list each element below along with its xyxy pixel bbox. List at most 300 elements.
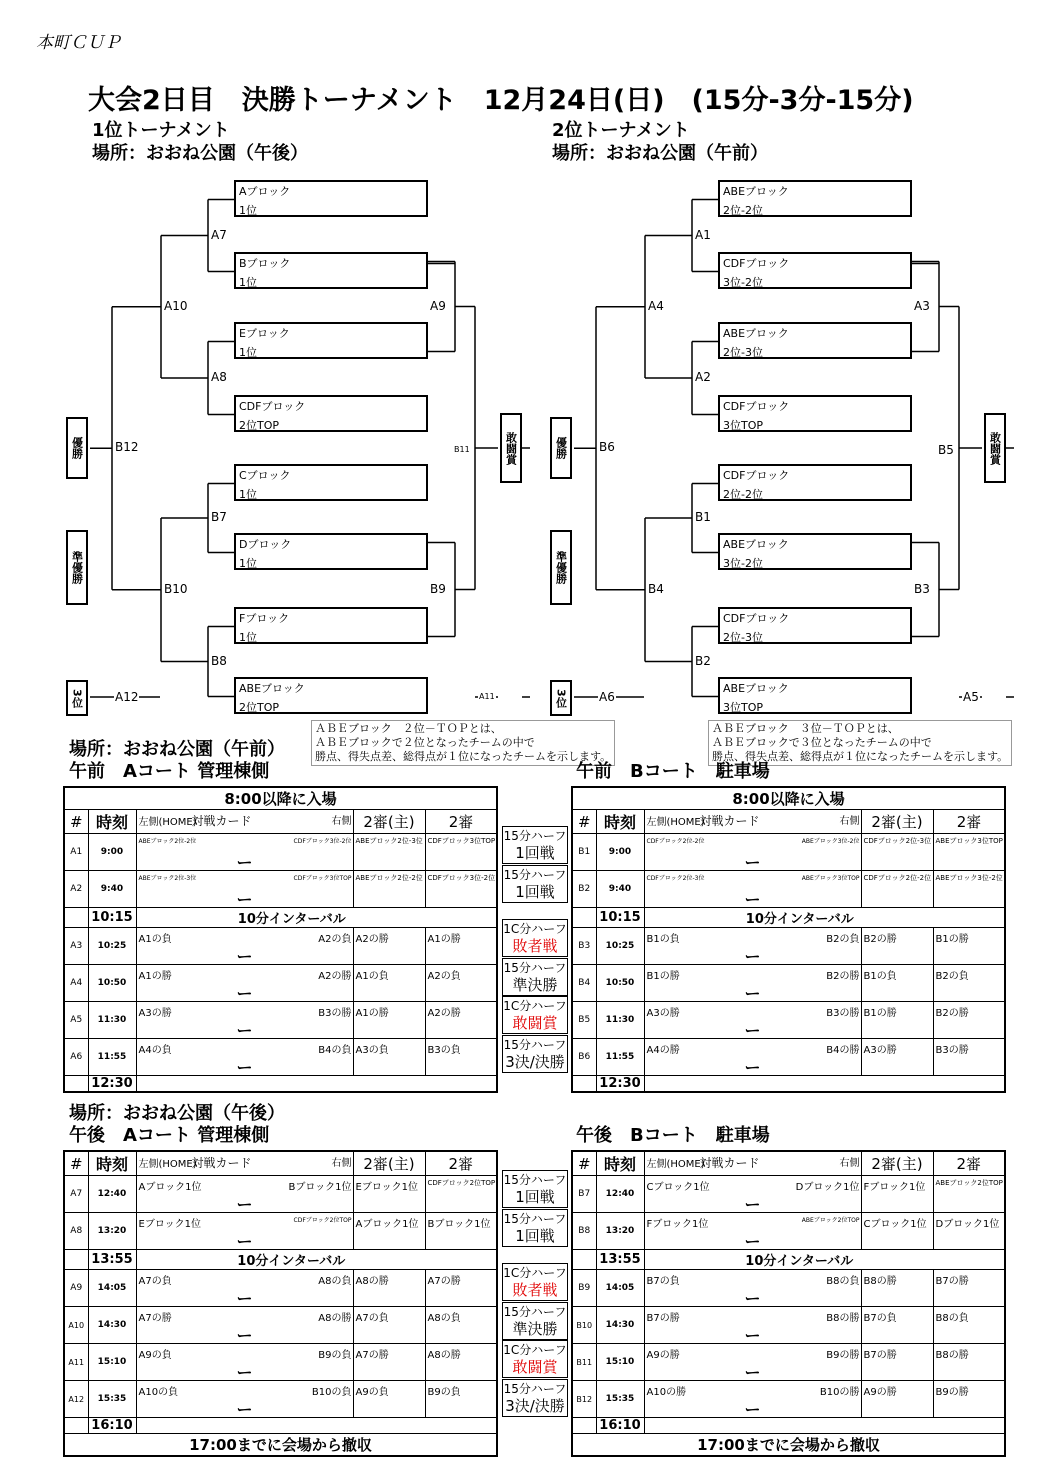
- match-number: B6: [572, 1039, 596, 1076]
- note-line: ＡＢＥブロック ２位－ＴＯＰとは、: [315, 722, 502, 735]
- match-time: 15:35: [596, 1381, 644, 1418]
- header-time: 時刻: [95, 813, 128, 832]
- entry-banner: 8:00以降に入場: [572, 787, 1005, 810]
- header-hash: #: [69, 812, 83, 831]
- format-duration: 15分ハーフ: [503, 867, 567, 882]
- away-team: A8の負: [318, 1276, 352, 1287]
- referee-second: A2の勝: [427, 1008, 461, 1019]
- referee-second: B1の勝: [935, 934, 969, 945]
- header-right: 右側: [331, 1158, 352, 1169]
- match-row: [572, 1176, 1005, 1213]
- referee-main: ABEブロック2位-3位: [355, 837, 423, 845]
- referee-second: CDFブロック2位TOP: [427, 1179, 496, 1187]
- team-slot-block: Bブロック: [239, 257, 291, 270]
- match-number: B8: [572, 1213, 596, 1250]
- team-slot: [718, 252, 912, 289]
- header-hash: #: [577, 812, 591, 831]
- end-time: 12:30: [596, 1076, 644, 1093]
- interval-label: 10分インターバル: [237, 1254, 346, 1269]
- versus-dash: ー: [236, 1326, 253, 1344]
- format-round: 準決勝: [512, 1319, 558, 1338]
- match-row: [64, 1270, 497, 1307]
- referee-second: B8の負: [935, 1313, 969, 1324]
- match-format: [502, 1170, 568, 1208]
- team-slot: [718, 677, 912, 714]
- team-slot-block: ABEブロック: [723, 185, 789, 198]
- format-round: 準決勝: [512, 975, 558, 994]
- referee-main: A7の勝: [355, 1350, 389, 1361]
- referee-second: A2の負: [427, 971, 461, 982]
- interval-time: 10:15: [596, 908, 644, 928]
- team-slot: [718, 464, 912, 501]
- header-time: 時刻: [603, 813, 636, 832]
- match-time: 11:55: [596, 1039, 644, 1076]
- match-node-label: A12: [115, 690, 139, 704]
- versus-dash: ー: [236, 1232, 253, 1250]
- court-am-a-name: 午前 Aコート 管理棟側: [69, 761, 270, 782]
- court-pm-a-name: 午後 Aコート 管理棟側: [69, 1125, 270, 1146]
- match-number: B12: [572, 1381, 596, 1418]
- session-am-place: 場所：おおね公園（午前）: [69, 739, 285, 760]
- team-slot-rank: 3位TOP: [723, 701, 764, 714]
- away-team: B9の勝: [826, 1350, 860, 1361]
- header-home: 左側(HOME): [646, 1159, 705, 1170]
- header-time: 時刻: [603, 1155, 636, 1174]
- team-slot-block: Eブロック: [239, 327, 290, 340]
- referee-second: Bブロック1位: [427, 1219, 491, 1230]
- interval-time: 13:55: [88, 1250, 136, 1270]
- match-format: [502, 958, 568, 996]
- match-node-label: A6: [599, 690, 615, 704]
- team-slot-rank: 1位: [239, 631, 257, 644]
- team-slot-rank: 3位TOP: [723, 419, 764, 432]
- match-number: B5: [572, 1002, 596, 1039]
- match-row: [64, 928, 497, 965]
- team-slot-rank: 1位: [239, 488, 257, 501]
- team-slot-rank: 2位-2位: [723, 488, 763, 501]
- match-row: [64, 1002, 497, 1039]
- match-number: B4: [572, 965, 596, 1002]
- match-number: A9: [64, 1270, 88, 1307]
- match-row: [572, 871, 1005, 908]
- header-ref-main: 2審(主): [871, 1155, 923, 1173]
- match-time: 15:35: [88, 1381, 136, 1418]
- versus-dash: ー: [744, 1195, 761, 1213]
- match-row: [572, 928, 1005, 965]
- header-card: 対戦カード: [191, 1156, 252, 1170]
- award-runner: 準優勝: [550, 530, 572, 605]
- home-team: CDFブロック2位-2位: [646, 838, 705, 845]
- team-slot-block: Dブロック: [239, 538, 292, 551]
- away-team: B10の勝: [819, 1387, 860, 1398]
- match-node-label: B12: [115, 440, 139, 455]
- away-team: B10の負: [311, 1387, 352, 1398]
- match-time: 9:40: [88, 871, 136, 908]
- header-card: 対戦カード: [699, 814, 760, 828]
- format-round: 3決/決勝: [505, 1396, 565, 1415]
- format-duration: 15分ハーフ: [503, 1037, 567, 1052]
- match-format: [502, 919, 568, 957]
- format-duration: 15分ハーフ: [503, 1211, 567, 1226]
- referee-main: CDFブロック2位-2位: [863, 874, 932, 882]
- match-number: B10: [572, 1307, 596, 1344]
- match-row: [572, 1381, 1005, 1418]
- home-team: ABEブロック2位-2位: [138, 838, 197, 845]
- referee-main: A9の勝: [863, 1387, 897, 1398]
- home-team: B1の勝: [646, 971, 680, 982]
- team-slot-rank: 3位-2位: [723, 557, 763, 570]
- award-third: 3位: [550, 680, 572, 716]
- match-time: 14:30: [596, 1307, 644, 1344]
- versus-dash: ー: [744, 1289, 761, 1307]
- away-team: ABEブロック2位TOP: [801, 1217, 860, 1224]
- referee-main: Eブロック1位: [355, 1182, 418, 1193]
- away-team: B9の負: [318, 1350, 352, 1361]
- match-number: A12: [64, 1381, 88, 1418]
- match-number: A8: [64, 1213, 88, 1250]
- versus-dash: ー: [744, 1400, 761, 1418]
- team-slot-rank: 1位: [239, 204, 257, 217]
- referee-main: Aブロック1位: [355, 1219, 419, 1230]
- header-ref-main: 2審(主): [363, 1155, 415, 1173]
- match-node-label: A9: [430, 298, 446, 313]
- referee-main: B2の勝: [863, 934, 897, 945]
- versus-dash: ー: [236, 1363, 253, 1381]
- match-time: 9:00: [88, 834, 136, 871]
- award-win: 優勝: [66, 417, 88, 479]
- referee-second: ABEブロック3位TOP: [935, 837, 1003, 845]
- match-time: 9:00: [596, 834, 644, 871]
- match-time: 13:20: [88, 1213, 136, 1250]
- referee-main: A1の勝: [355, 1008, 389, 1019]
- referee-second: A1の勝: [427, 934, 461, 945]
- referee-second: Dブロック1位: [935, 1219, 1000, 1230]
- match-number: A11: [64, 1344, 88, 1381]
- format-round: 1回戦: [515, 882, 555, 901]
- match-time: 10:50: [596, 965, 644, 1002]
- format-round: 敗者戦: [512, 1281, 558, 1299]
- versus-dash: ー: [744, 853, 761, 871]
- team-slot-rank: 1位: [239, 276, 257, 289]
- schedule-table: [63, 786, 498, 1093]
- entry-banner: 8:00以降に入場: [64, 787, 497, 810]
- referee-main: B1の勝: [863, 1008, 897, 1019]
- format-duration: 15分ハーフ: [503, 1381, 567, 1396]
- match-number: B9: [572, 1270, 596, 1307]
- header-time: 時刻: [95, 1155, 128, 1174]
- match-row: [64, 1344, 497, 1381]
- match-node-label: A2: [695, 370, 711, 384]
- format-duration: 15分ハーフ: [503, 1304, 567, 1319]
- interval-label: 10分インターバル: [237, 912, 346, 927]
- header-ref-second: 2審: [448, 1155, 474, 1173]
- away-team: ABEブロック3位TOP: [801, 875, 860, 882]
- home-team: A10の負: [138, 1387, 179, 1398]
- cup-name: 本町ＣＵＰ: [36, 33, 121, 53]
- header-card: 対戦カード: [699, 1156, 760, 1170]
- match-row: [572, 965, 1005, 1002]
- end-time: 16:10: [88, 1418, 136, 1434]
- team-slot: [718, 607, 912, 644]
- versus-dash: ー: [236, 890, 253, 908]
- award-fight: 敢闘賞: [500, 413, 522, 483]
- match-format: [502, 1263, 568, 1301]
- header-ref-second: 2審: [956, 813, 982, 831]
- match-number: A4: [64, 965, 88, 1002]
- team-slot-rank: 2位TOP: [239, 419, 280, 432]
- match-row: [64, 1307, 497, 1344]
- match-time: 10:50: [88, 965, 136, 1002]
- header-ref-main: 2審(主): [871, 813, 923, 831]
- home-team: A7の負: [138, 1276, 172, 1287]
- team-slot-block: CDFブロック: [723, 469, 790, 482]
- match-node-label: A7: [211, 227, 227, 242]
- match-number: A10: [64, 1307, 88, 1344]
- referee-second: B8の勝: [935, 1350, 969, 1361]
- match-time: 15:10: [88, 1344, 136, 1381]
- away-team: B3の勝: [826, 1008, 860, 1019]
- header-home: 左側(HOME): [138, 1159, 197, 1170]
- home-team: B1の負: [646, 934, 680, 945]
- match-node-label: B2: [695, 653, 711, 668]
- referee-second: B2の負: [935, 971, 969, 982]
- match-row: [64, 1213, 497, 1250]
- schedule-table: [63, 1150, 498, 1457]
- match-node-label: B9: [430, 581, 446, 596]
- team-slot-block: ABEブロック: [723, 327, 789, 340]
- referee-main: B7の負: [863, 1313, 897, 1324]
- match-row: [64, 871, 497, 908]
- referee-second: B7の勝: [935, 1276, 969, 1287]
- versus-dash: ー: [744, 1232, 761, 1250]
- team-slot-block: CDFブロック: [239, 400, 306, 413]
- away-team: ABEブロック3位-2位: [801, 838, 860, 845]
- match-time: 12:40: [88, 1176, 136, 1213]
- format-duration: 15分ハーフ: [503, 960, 567, 975]
- away-team: B3の勝: [318, 1008, 352, 1019]
- header-right: 右側: [839, 816, 860, 827]
- note-line: 勝点、得失点差、総得点が１位になったチームを示します。: [315, 750, 612, 763]
- versus-dash: ー: [236, 1058, 253, 1076]
- match-node-label: A10: [164, 298, 188, 313]
- note-line: ＡＢＥブロックで２位となったチームの中で: [315, 736, 535, 749]
- referee-second: B9の負: [427, 1387, 461, 1398]
- session-pm-place: 場所：おおね公園（午後）: [69, 1103, 285, 1124]
- home-team: A9の勝: [646, 1350, 680, 1361]
- match-node-label: A8: [211, 370, 227, 384]
- interval-label: 10分インターバル: [745, 912, 854, 927]
- match-row: [572, 1213, 1005, 1250]
- schedule-table: [571, 1150, 1006, 1457]
- home-team: A7の勝: [138, 1313, 172, 1324]
- away-team: A2の勝: [318, 971, 352, 982]
- match-node-label: B3: [914, 581, 930, 596]
- away-team: A8の勝: [318, 1313, 352, 1324]
- team-slot-block: Cブロック: [239, 469, 291, 482]
- match-row: [572, 1344, 1005, 1381]
- page-header: [0, 0, 1045, 116]
- home-team: B7の負: [646, 1276, 680, 1287]
- format-round: 敢闘賞: [512, 1358, 558, 1376]
- match-node-label: B5: [938, 443, 954, 457]
- versus-dash: ー: [236, 984, 253, 1002]
- referee-main: A3の負: [355, 1045, 389, 1056]
- versus-dash: ー: [236, 947, 253, 965]
- away-team: B8の勝: [826, 1313, 860, 1324]
- match-number: B11: [572, 1344, 596, 1381]
- team-slot-block: Fブロック: [239, 612, 290, 625]
- away-team: CDFブロック3位-2位: [293, 838, 352, 845]
- away-team: Bブロック1位: [288, 1182, 352, 1193]
- schedule-table: [571, 786, 1006, 1093]
- page-title: 大会2日目 決勝トーナメント 12月24日(日) (15分-3分-15分): [88, 85, 914, 116]
- team-slot-block: Aブロック: [239, 185, 291, 198]
- end-time: 16:10: [596, 1418, 644, 1434]
- header-ref-second: 2審: [956, 1155, 982, 1173]
- match-node-label: A5: [963, 690, 979, 704]
- note-tournament-1: [311, 720, 615, 766]
- versus-dash: ー: [744, 1058, 761, 1076]
- format-duration: 1C分ハーフ: [503, 1343, 567, 1357]
- referee-main: A9の負: [355, 1387, 389, 1398]
- match-node-label: A1: [695, 227, 711, 242]
- versus-dash: ー: [744, 984, 761, 1002]
- referee-main: B8の勝: [863, 1276, 897, 1287]
- match-number: B7: [572, 1176, 596, 1213]
- referee-second: A8の負: [427, 1313, 461, 1324]
- referee-main: Fブロック1位: [863, 1182, 926, 1193]
- match-node-label: B10: [164, 581, 188, 596]
- match-node-label: B4: [648, 581, 664, 596]
- format-duration: 1C分ハーフ: [503, 1266, 567, 1280]
- referee-main: CDFブロック2位-3位: [863, 837, 932, 845]
- match-node-label: B6: [599, 440, 615, 455]
- home-team: A3の勝: [138, 1008, 172, 1019]
- match-time: 13:20: [596, 1213, 644, 1250]
- team-slot-rank: 2位TOP: [239, 701, 280, 714]
- interval-time: 10:15: [88, 908, 136, 928]
- match-row: [572, 1039, 1005, 1076]
- referee-main: A7の負: [355, 1313, 389, 1324]
- header-right: 右側: [331, 816, 352, 827]
- versus-dash: ー: [236, 1289, 253, 1307]
- match-format: [502, 1302, 568, 1340]
- format-round: 1回戦: [515, 1226, 555, 1245]
- format-duration: 1C分ハーフ: [503, 922, 567, 936]
- award-win: 優勝: [550, 417, 572, 479]
- header-home: 左側(HOME): [138, 817, 197, 828]
- team-slot-rank: 2位-2位: [723, 204, 763, 217]
- away-team: CDFブロック3位TOP: [293, 875, 352, 882]
- header-ref-main: 2審(主): [363, 813, 415, 831]
- referee-main: Cブロック1位: [863, 1219, 927, 1230]
- home-team: Eブロック1位: [138, 1219, 201, 1230]
- note-line: ＡＢＥブロック ３位－ＴＯＰとは、: [712, 722, 899, 735]
- match-node-label: B8: [211, 653, 227, 668]
- away-team: Dブロック1位: [795, 1182, 860, 1193]
- bracket-tournament-2: [0, 170, 1045, 725]
- referee-main: A8の勝: [355, 1276, 389, 1287]
- match-format: [502, 996, 568, 1034]
- match-time: 9:40: [596, 871, 644, 908]
- referee-second: A8の勝: [427, 1350, 461, 1361]
- format-round: 敢闘賞: [512, 1014, 558, 1032]
- away-team: B4の負: [318, 1045, 352, 1056]
- away-team: B4の勝: [826, 1045, 860, 1056]
- versus-dash: ー: [744, 890, 761, 908]
- header-hash: #: [577, 1154, 591, 1173]
- away-team: B2の勝: [826, 971, 860, 982]
- referee-main: ABEブロック2位-2位: [355, 874, 423, 882]
- match-time: 14:30: [88, 1307, 136, 1344]
- versus-dash: ー: [744, 1363, 761, 1381]
- note-line: ＡＢＥブロックで３位となったチームの中で: [712, 736, 932, 749]
- referee-main: B1の負: [863, 971, 897, 982]
- footer-notice: 17:00までに会場から撤収: [572, 1434, 1005, 1457]
- note-line: 勝点、得失点差、総得点が１位になったチームを示します。: [712, 750, 1009, 763]
- header-hash: #: [69, 1154, 83, 1173]
- match-time: 11:55: [88, 1039, 136, 1076]
- interval-label: 10分インターバル: [745, 1254, 854, 1269]
- away-team: A2の負: [318, 934, 352, 945]
- away-team: B2の負: [826, 934, 860, 945]
- match-number: B3: [572, 928, 596, 965]
- tournament-1-name: 1位トーナメント: [92, 120, 230, 141]
- note-tournament-2: [708, 720, 1012, 766]
- award-runner: 準優勝: [66, 530, 88, 605]
- team-slot-block: CDFブロック: [723, 400, 790, 413]
- match-node-label: B7: [211, 510, 227, 524]
- team-slot-block: ABEブロック: [723, 538, 789, 551]
- match-number: A2: [64, 871, 88, 908]
- versus-dash: ー: [744, 1326, 761, 1344]
- home-team: Fブロック1位: [646, 1219, 709, 1230]
- match-number: A6: [64, 1039, 88, 1076]
- team-slot-rank: 1位: [239, 346, 257, 359]
- referee-second: B3の負: [427, 1045, 461, 1056]
- away-team: B8の負: [826, 1276, 860, 1287]
- referee-main: B7の勝: [863, 1350, 897, 1361]
- header-ref-second: 2審: [448, 813, 474, 831]
- match-row: [64, 1039, 497, 1076]
- match-format: [502, 1035, 568, 1073]
- format-round: 敗者戦: [512, 937, 558, 955]
- versus-dash: ー: [236, 1021, 253, 1039]
- match-format: [502, 1379, 568, 1417]
- home-team: A10の勝: [646, 1387, 687, 1398]
- court-am-b-name: 午前 Bコート 駐車場: [576, 761, 770, 782]
- referee-second: CDFブロック3位TOP: [427, 837, 496, 845]
- team-slot-block: ABEブロック: [239, 682, 305, 695]
- versus-dash: ー: [744, 1021, 761, 1039]
- format-round: 1回戦: [515, 844, 555, 862]
- versus-dash: ー: [236, 1195, 253, 1213]
- award-third: 3位: [66, 680, 88, 716]
- match-time: 14:05: [88, 1270, 136, 1307]
- match-time: 15:10: [596, 1344, 644, 1381]
- header-right: 右側: [839, 1158, 860, 1169]
- home-team: A1の勝: [138, 971, 172, 982]
- referee-second: B2の勝: [935, 1008, 969, 1019]
- team-slot-block: CDFブロック: [723, 612, 790, 625]
- home-team: Aブロック1位: [138, 1182, 202, 1193]
- end-time: 12:30: [88, 1076, 136, 1093]
- referee-second: CDFブロック3位-2位: [427, 874, 496, 882]
- versus-dash: ー: [236, 1400, 253, 1418]
- team-slot: [718, 395, 912, 432]
- tournament-2-place: 場所：おおね公園（午前）: [552, 143, 768, 164]
- team-slot-block: ABEブロック: [723, 682, 789, 695]
